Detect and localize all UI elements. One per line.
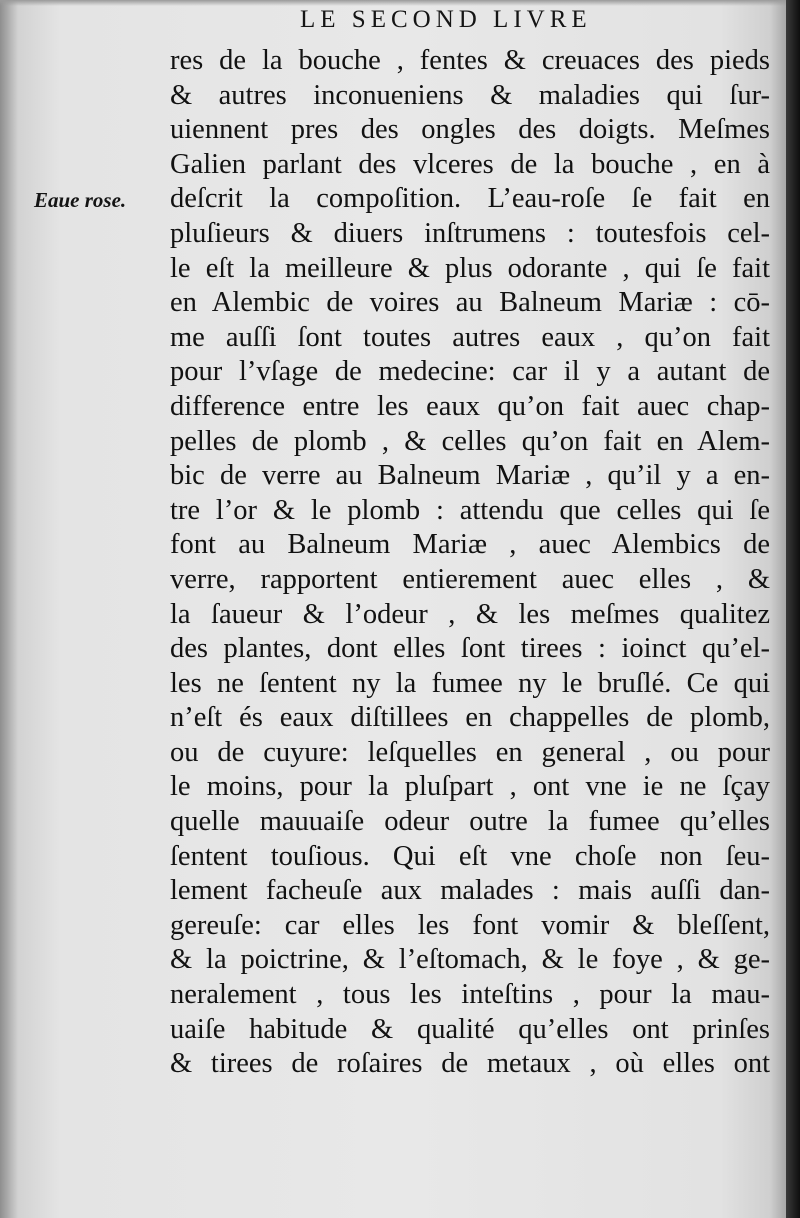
text-line: res de la bouche , fentes & creuaces des pieds [170,45,770,76]
text-line: ſentent touſious. Qui eſt vne choſe non ſeu- [170,840,770,872]
text-line: neralement , tous les inteſtins , pour la mau- [170,979,770,1011]
text-line: n’eſt és eaux diſtillees en chappelles de plomb, [170,702,770,734]
body-text [170,44,770,1082]
text-line: deſcrit la compoſition. L’eau-roſe ſe fait en [170,183,770,215]
text-line: gereuſe: car elles les font vomir & bleſſent, [170,909,770,941]
text-line: des plantes, dont elles ſont tirees : ioinct qu’el- [170,633,770,665]
text-line: le eſt la meilleure & plus odorante , qui ſe fait [170,252,770,284]
text-line: pelles de plomb , & celles qu’on fait en Alem- [170,425,770,457]
text-line: uaiſe habitude & qualité qu’elles ont prinſes [170,1013,770,1045]
text-line: me auſſi ſont toutes autres eaux , qu’on fait [170,321,770,353]
text-line: tre l’or & le plomb : attendu que celles qui ſe [170,494,770,526]
text-line: quelle mauuaiſe odeur outre la fumee qu’elles [170,806,770,838]
text-line: lement facheuſe aux malades : mais auſſi dan- [170,875,770,907]
text-line: & tirees de roſaires de metaux , où elles ont [170,1048,770,1080]
text-line: & la poictrine, & l’eſtomach, & le foye , & ge- [170,944,770,976]
text-line: le moins, pour la pluſpart , ont vne ie ne ſçay [170,771,770,803]
text-line: les ne ſentent ny la fumee ny le bruſlé. Ce qui [170,667,770,699]
margin-note: Eaue rose. [34,188,127,212]
text-line: verre, rapportent entierement auec elles , & [170,563,770,595]
text-line: la ſaueur & l’odeur , & les meſmes qualitez [170,598,770,630]
book-gutter-edge [786,0,800,1218]
text-line: bic de verre au Balneum Mariæ , qu’il y a en- [170,460,770,492]
text-line: pour l’vſage de medecine: car il y a autant de [170,356,770,388]
text-line: en Alembic de voires au Balneum Mariæ : cō- [170,287,770,319]
text-line: & autres inconueniens & maladies qui ſur- [170,79,770,111]
text-line: difference entre les eaux qu’on fait auec chap- [170,390,770,422]
text-line: pluſieurs & diuers inſtrumens : toutesfois cel- [170,217,770,249]
text-line: Galien parlant des vlceres de la bouche , en à [170,148,770,180]
running-header: LE SECOND LIVRE [300,6,592,33]
text-line: uiennent pres des ongles des doigts. Meſmes [170,114,770,146]
text-line: font au Balneum Mariæ , auec Alembics de [170,529,770,561]
text-line: ou de cuyure: leſquelles en general , ou pour [170,736,770,768]
